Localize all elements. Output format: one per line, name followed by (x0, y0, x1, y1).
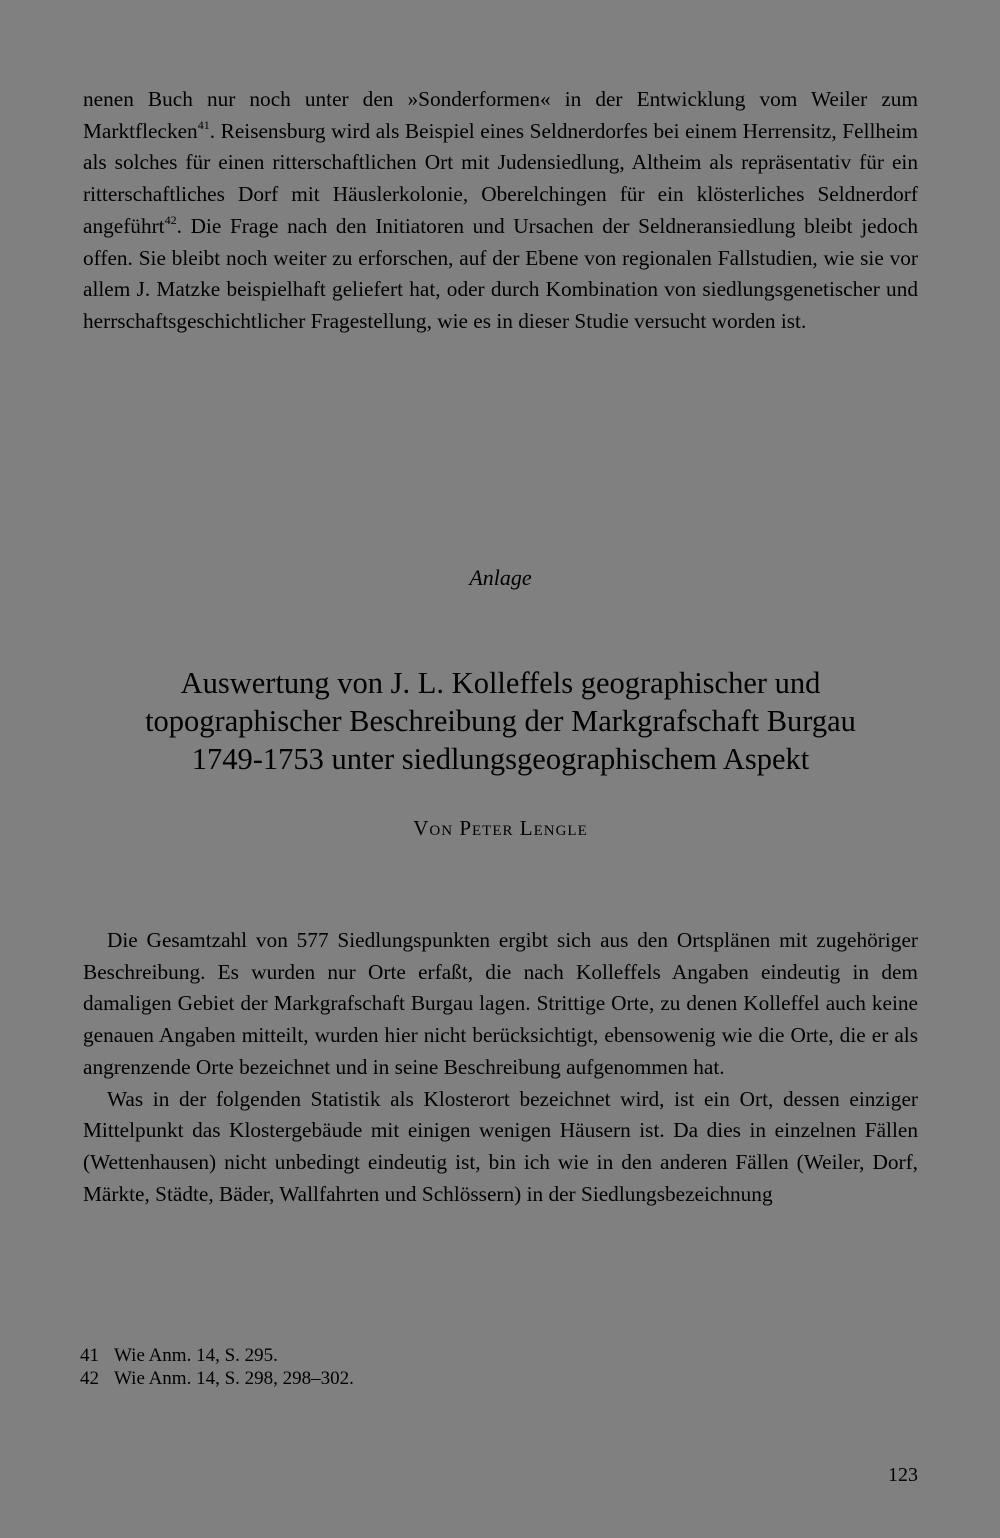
article-author: Von Peter Lengle (413, 816, 588, 840)
footnote-number: 42 (80, 1368, 99, 1389)
intro-text-segment: nenen Buch nur noch unter den »Sonderformen« in der Entwicklung vom Weiler zum Marktflecken (83, 87, 918, 143)
intro-text-segment: . Die Frage nach den Initiatoren und Ursachen der Seldneransiedlung bleibt jedoch offen. Sie bleibt noch weiter zu erforschen, auf der Ebene von regionalen Fallstudien, wie sie vor allem J. Matzke beispielhaft geliefert hat, oder durch Kombination von siedlungsgenetischer und herrschaftsgeschichtlicher Fragestellung, wie es in dieser Studie versucht worden ist. (83, 213, 918, 333)
article-title (83, 664, 918, 778)
body-paragraph-1: Die Gesamtzahl von 577 Siedlungspunkten ergibt sich aus den Ortsplänen mit zugehöriger Beschreibung. Es wurden nur Orte erfaßt, die nach Kolleffels Angaben eindeutig in dem damaligen Gebiet der Markgrafschaft Burgau lagen. Strittige Orte, zu denen Kolleffel auch keine genauen Angaben mitteilt, wurden hier nicht berücksichtigt, ebensowenig wie die Orte, die er als angrenzende Orte bezeichnet und in seine Beschreibung aufgenommen hat. (83, 928, 918, 1079)
title-line-3: 1749-1753 unter siedlungsgeographischem Aspekt (191, 742, 810, 776)
page-number: 123 (888, 1464, 918, 1486)
section-label: Anlage (469, 565, 532, 590)
footnote-text: Wie Anm. 14, S. 295. (114, 1345, 278, 1366)
title-line-1: Auswertung von J. L. Kolleffels geographischer und (180, 666, 821, 700)
footnote-ref-41[interactable]: 41 (197, 117, 210, 132)
intro-text-segment: . Reisensburg wird als Beispiel eines Seldnerdorfes bei einem Herrensitz, Fellheim als solches für einen ritterschaftlichen Ort mit Judensiedlung, Altheim als repräsentativ für ein ritterschaftliches Dorf mit Häuslerkolonie, Oberelchingen für ein klösterliches Seldnerdorf angeführt (83, 118, 918, 238)
intro-paragraph (83, 84, 918, 338)
article-body (83, 925, 918, 1210)
footnote-42 (80, 1367, 680, 1390)
footnotes (80, 1344, 680, 1390)
footnote-number: 41 (80, 1345, 99, 1366)
body-paragraph-2: Was in der folgenden Statistik als Klosterort bezeichnet wird, ist ein Ort, dessen einziger Mittelpunkt das Klostergebäude mit einigen wenigen Häusern ist. Da dies in einzelnen Fällen (Wettenhausen) nicht unbedingt eindeutig ist, bin ich wie in den anderen Fällen (Weiler, Dorf, Märkte, Städte, Bäder, Wallfahrten und Schlössern) in der Siedlungsbezeichnung (83, 1086, 918, 1206)
footnote-41 (80, 1344, 680, 1367)
footnote-text: Wie Anm. 14, S. 298, 298–302. (114, 1368, 354, 1389)
footnote-ref-42[interactable]: 42 (164, 212, 177, 227)
title-line-2: topographischer Beschreibung der Markgrafschaft Burgau (145, 704, 856, 738)
intro-text (83, 84, 918, 338)
